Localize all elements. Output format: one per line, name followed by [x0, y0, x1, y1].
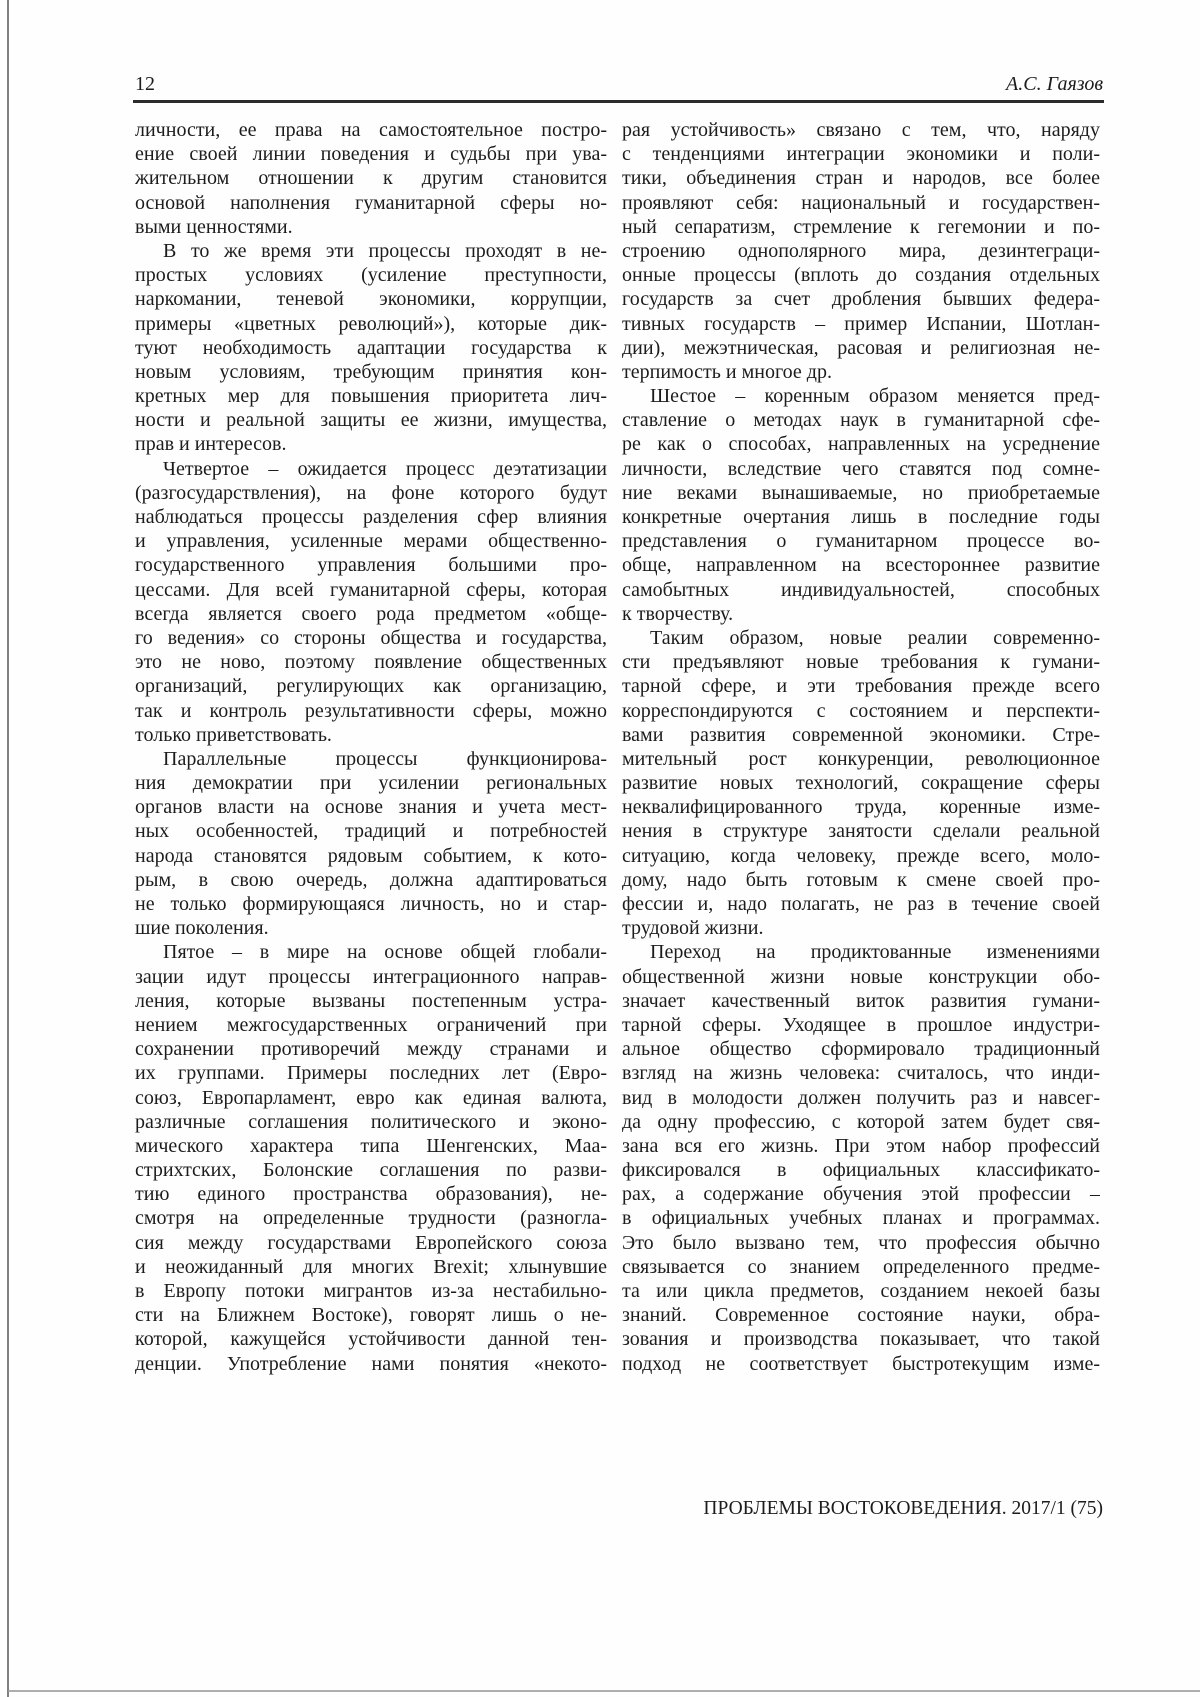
- text-line: и неожиданный для многих Brexit; хлынувшие: [135, 1255, 607, 1278]
- text-line: рах, а содержание обучения этой профессии –: [622, 1183, 1100, 1206]
- text-line: смотря на определенные трудности (разногла-: [135, 1207, 607, 1230]
- paragraph: [622, 118, 1100, 384]
- text-line: общественной жизни новые конструкции обо-: [622, 965, 1100, 988]
- text-line: представления о гуманитарном процессе во-: [622, 530, 1100, 553]
- text-line: тарной сфере, и эти требования прежде всего: [622, 675, 1100, 698]
- text-line: строению однополярного мира, дезинтеграци-: [622, 239, 1100, 262]
- text-line: Четвертое – ожидается процесс деэтатизации: [163, 457, 607, 480]
- running-head-author: А.С. Гаязов: [1006, 73, 1103, 95]
- text-line: дому, надо быть готовым к смене своей про-: [622, 868, 1100, 891]
- text-line: фессии и, надо полагать, не раз в течение своей: [622, 893, 1100, 915]
- text-line: онные процессы (вплоть до создания отдельных: [622, 264, 1100, 287]
- text-line: конкретные очертания лишь в последние годы: [622, 506, 1100, 528]
- text-line: в Европу потоки мигрантов из-за нестабильно-: [135, 1280, 607, 1302]
- text-line: сохранении противоречий между странами и: [135, 1038, 607, 1061]
- text-line: рым, в свою очередь, должна адаптироваться: [135, 868, 607, 891]
- page-number: 12: [135, 73, 155, 95]
- text-line: ный сепаратизм, стремление к гегемонии и по-: [622, 215, 1100, 238]
- text-line: это не ново, поэтому появление общественных: [135, 651, 607, 674]
- text-line: Переход на продиктованные изменениями: [650, 941, 1100, 964]
- text-line: ние веками вынашиваемые, но приобретаемые: [622, 481, 1100, 504]
- text-line: тарной сферы. Уходящее в прошлое индустри-: [622, 1013, 1100, 1036]
- text-line: ных особенностей, традиций и потребностей: [135, 820, 607, 843]
- text-line: прав и интересов.: [135, 433, 287, 456]
- text-line: Параллельные процессы функционирова-: [163, 747, 607, 770]
- text-line: мительный рост конкуренции, революционное: [622, 747, 1100, 770]
- text-line: самобытных индивидуальностей, способных: [622, 578, 1100, 601]
- text-line: зации идут процессы интеграционного направ-: [135, 965, 607, 988]
- text-line: ставление о методах наук в гуманитарной сфе-: [622, 409, 1100, 432]
- text-line: мического характера типа Шенгенских, Маа-: [135, 1134, 607, 1157]
- text-line: новым условиям, требующим принятия кон-: [135, 360, 607, 383]
- text-line: организаций, регулирующих как организацию,: [135, 675, 607, 698]
- text-line: с тенденциями интеграции экономики и поли-: [622, 143, 1100, 166]
- text-line: туют необходимость адаптации государства к: [135, 336, 607, 359]
- text-line: фиксировался в официальных классификато-: [622, 1159, 1100, 1182]
- text-line: различные соглашения политического и эконо-: [135, 1110, 607, 1133]
- text-line: Шестое – коренным образом меняется пред-: [650, 385, 1100, 408]
- text-line: неквалифицированного труда, коренные изме-: [622, 796, 1100, 819]
- journal-footer-line: ПРОБЛЕМЫ ВОСТОКОВЕДЕНИЯ. 2017/1 (75): [703, 1498, 1103, 1519]
- paragraph: [622, 626, 1100, 940]
- text-line: (разгосударствления), на фоне которого будут: [135, 481, 607, 504]
- paragraph: [135, 747, 607, 941]
- text-line: жительном отношении к другим становится: [135, 167, 607, 190]
- paragraph: [135, 457, 607, 747]
- text-line: и управления, усиленные мерами общественно-: [135, 530, 607, 553]
- paragraph: [135, 239, 607, 457]
- text-line: выми ценностями.: [135, 215, 293, 238]
- text-line: обще, направленном на всестороннее развитие: [622, 554, 1100, 577]
- text-line: личности, вследствие чего ставятся под сомне-: [622, 457, 1100, 480]
- paragraph: [622, 940, 1100, 1375]
- text-line: простых условиях (усиление преступности,: [135, 264, 607, 287]
- text-line: основой наполнения гуманитарной сферы но-: [135, 191, 607, 214]
- text-line: только приветствовать.: [135, 723, 332, 746]
- paragraph: [622, 384, 1100, 626]
- text-line: нения в структуре занятости сделали реальной: [622, 820, 1100, 843]
- text-line: го ведения» со стороны общества и государства,: [135, 626, 607, 649]
- text-line: терпимость и многое др.: [622, 360, 832, 383]
- text-line: Таким образом, новые реалии современно-: [650, 626, 1100, 649]
- text-line: сти предъявляют новые требования к гумани-: [622, 651, 1100, 674]
- text-line: их группами. Примеры последних лет (Евро-: [135, 1062, 607, 1085]
- text-line: вами развития современной экономики. Стре-: [622, 723, 1100, 746]
- text-line: ение своей линии поведения и судьбы при ува-: [135, 143, 607, 166]
- paragraph: [135, 940, 607, 1375]
- text-line: наркомании, теневой экономики, коррупции,: [135, 288, 607, 311]
- text-line: кретных мер для повышения приоритета лич-: [135, 385, 607, 408]
- text-line: значает качественный виток развития гумани-: [622, 989, 1100, 1012]
- scan-edge-left-artifact: [7, 0, 9, 1697]
- text-line: в официальных учебных планах и программах.: [622, 1207, 1100, 1230]
- text-line: государств за счет дробления бывших федера-: [622, 288, 1100, 311]
- text-line: ситуацию, когда человеку, прежде всего, моло-: [622, 844, 1100, 867]
- text-line: ности и реальной защиты ее жизни, имущества,: [135, 409, 607, 432]
- paragraph: [135, 118, 607, 239]
- text-line: не только формирующаяся личность, но и стар-: [135, 893, 607, 915]
- text-line: ния демократии при усилении региональных: [135, 772, 607, 795]
- text-line: народа становятся рядовым событием, к кото-: [135, 844, 607, 867]
- text-line: развитие новых технологий, сокращение сферы: [622, 772, 1100, 795]
- text-line: тики, объединения стран и народов, все более: [622, 167, 1100, 190]
- page-header: [135, 70, 1103, 98]
- text-line: стрихтских, Болонские соглашения по разви-: [135, 1159, 607, 1182]
- text-column-right: [622, 118, 1100, 1376]
- text-line: рая устойчивость» связано с тем, что, наряду: [622, 119, 1100, 141]
- text-line: да одну профессию, с которой затем будет свя-: [622, 1110, 1100, 1133]
- text-line: сия между государствами Европейского союза: [135, 1231, 607, 1254]
- text-line: примеры «цветных революций»), которые дик-: [135, 312, 607, 335]
- text-line: альное общество сформировало традиционный: [622, 1038, 1100, 1061]
- text-line: ления, которые вызваны постепенным устра-: [135, 989, 607, 1012]
- text-line: Это было вызвано тем, что профессия обычно: [622, 1231, 1100, 1254]
- text-line: так и контроль результативности сферы, можно: [135, 699, 607, 722]
- header-rule: [133, 100, 1104, 103]
- page-footer: [135, 1496, 1103, 1522]
- text-line: знаний. Современное состояние науки, обра-: [622, 1304, 1100, 1327]
- text-line: В то же время эти процессы проходят в не-: [163, 239, 607, 262]
- text-line: проявляют себя: национальный и государствен-: [622, 191, 1100, 214]
- text-line: вид в молодости должен получить раз и навсег-: [622, 1086, 1100, 1109]
- text-line: цессами. Для всей гуманитарной сферы, которая: [135, 578, 607, 601]
- text-line: трудовой жизни.: [622, 917, 764, 940]
- text-column-left: [135, 118, 607, 1376]
- text-line: союз, Европарламент, евро как единая валюта,: [135, 1086, 607, 1109]
- text-line: наблюдаться процессы разделения сфер влияния: [135, 506, 607, 528]
- text-line: подход не соответствует быстротекущим изме-: [622, 1352, 1100, 1375]
- text-line: дии), межэтническая, расовая и религиозная не-: [622, 336, 1100, 359]
- text-line: зования и производства показывает, что такой: [622, 1328, 1100, 1351]
- text-line: Пятое – в мире на основе общей глобали-: [163, 941, 607, 964]
- text-line: зана вся его жизнь. При этом набор профессий: [622, 1134, 1100, 1157]
- text-line: которой, кажущейся устойчивости данной тен-: [135, 1328, 607, 1351]
- text-line: государственного управления большими про-: [135, 554, 607, 577]
- text-line: сти на Ближнем Востоке), говорят лишь о не-: [135, 1304, 607, 1327]
- text-line: связывается со знанием определенного предме-: [622, 1255, 1100, 1278]
- scan-edge-bottom-artifact: [8, 1690, 1200, 1692]
- text-line: взгляд на жизнь человека: считалось, что инди-: [622, 1062, 1100, 1085]
- text-line: нением межгосударственных ограничений при: [135, 1013, 607, 1036]
- text-line: ре как о способах, направленных на усреднение: [622, 433, 1100, 456]
- text-line: корреспондируются с состоянием и перспекти-: [622, 699, 1100, 722]
- text-line: органов власти на основе знания и учета мест-: [135, 796, 607, 819]
- text-line: личности, ее права на самостоятельное постро-: [135, 119, 607, 141]
- text-line: шие поколения.: [135, 917, 269, 940]
- text-line: всегда является своего рода предметом «обще-: [135, 602, 607, 625]
- text-line: тию единого пространства образования), не-: [135, 1183, 607, 1206]
- text-line: к творчеству.: [622, 602, 734, 625]
- text-line: та или цикла предметов, созданием некоей базы: [622, 1280, 1100, 1302]
- text-line: тивных государств – пример Испании, Шотлан-: [622, 312, 1100, 335]
- text-line: денции. Употребление нами понятия «некото-: [135, 1352, 607, 1375]
